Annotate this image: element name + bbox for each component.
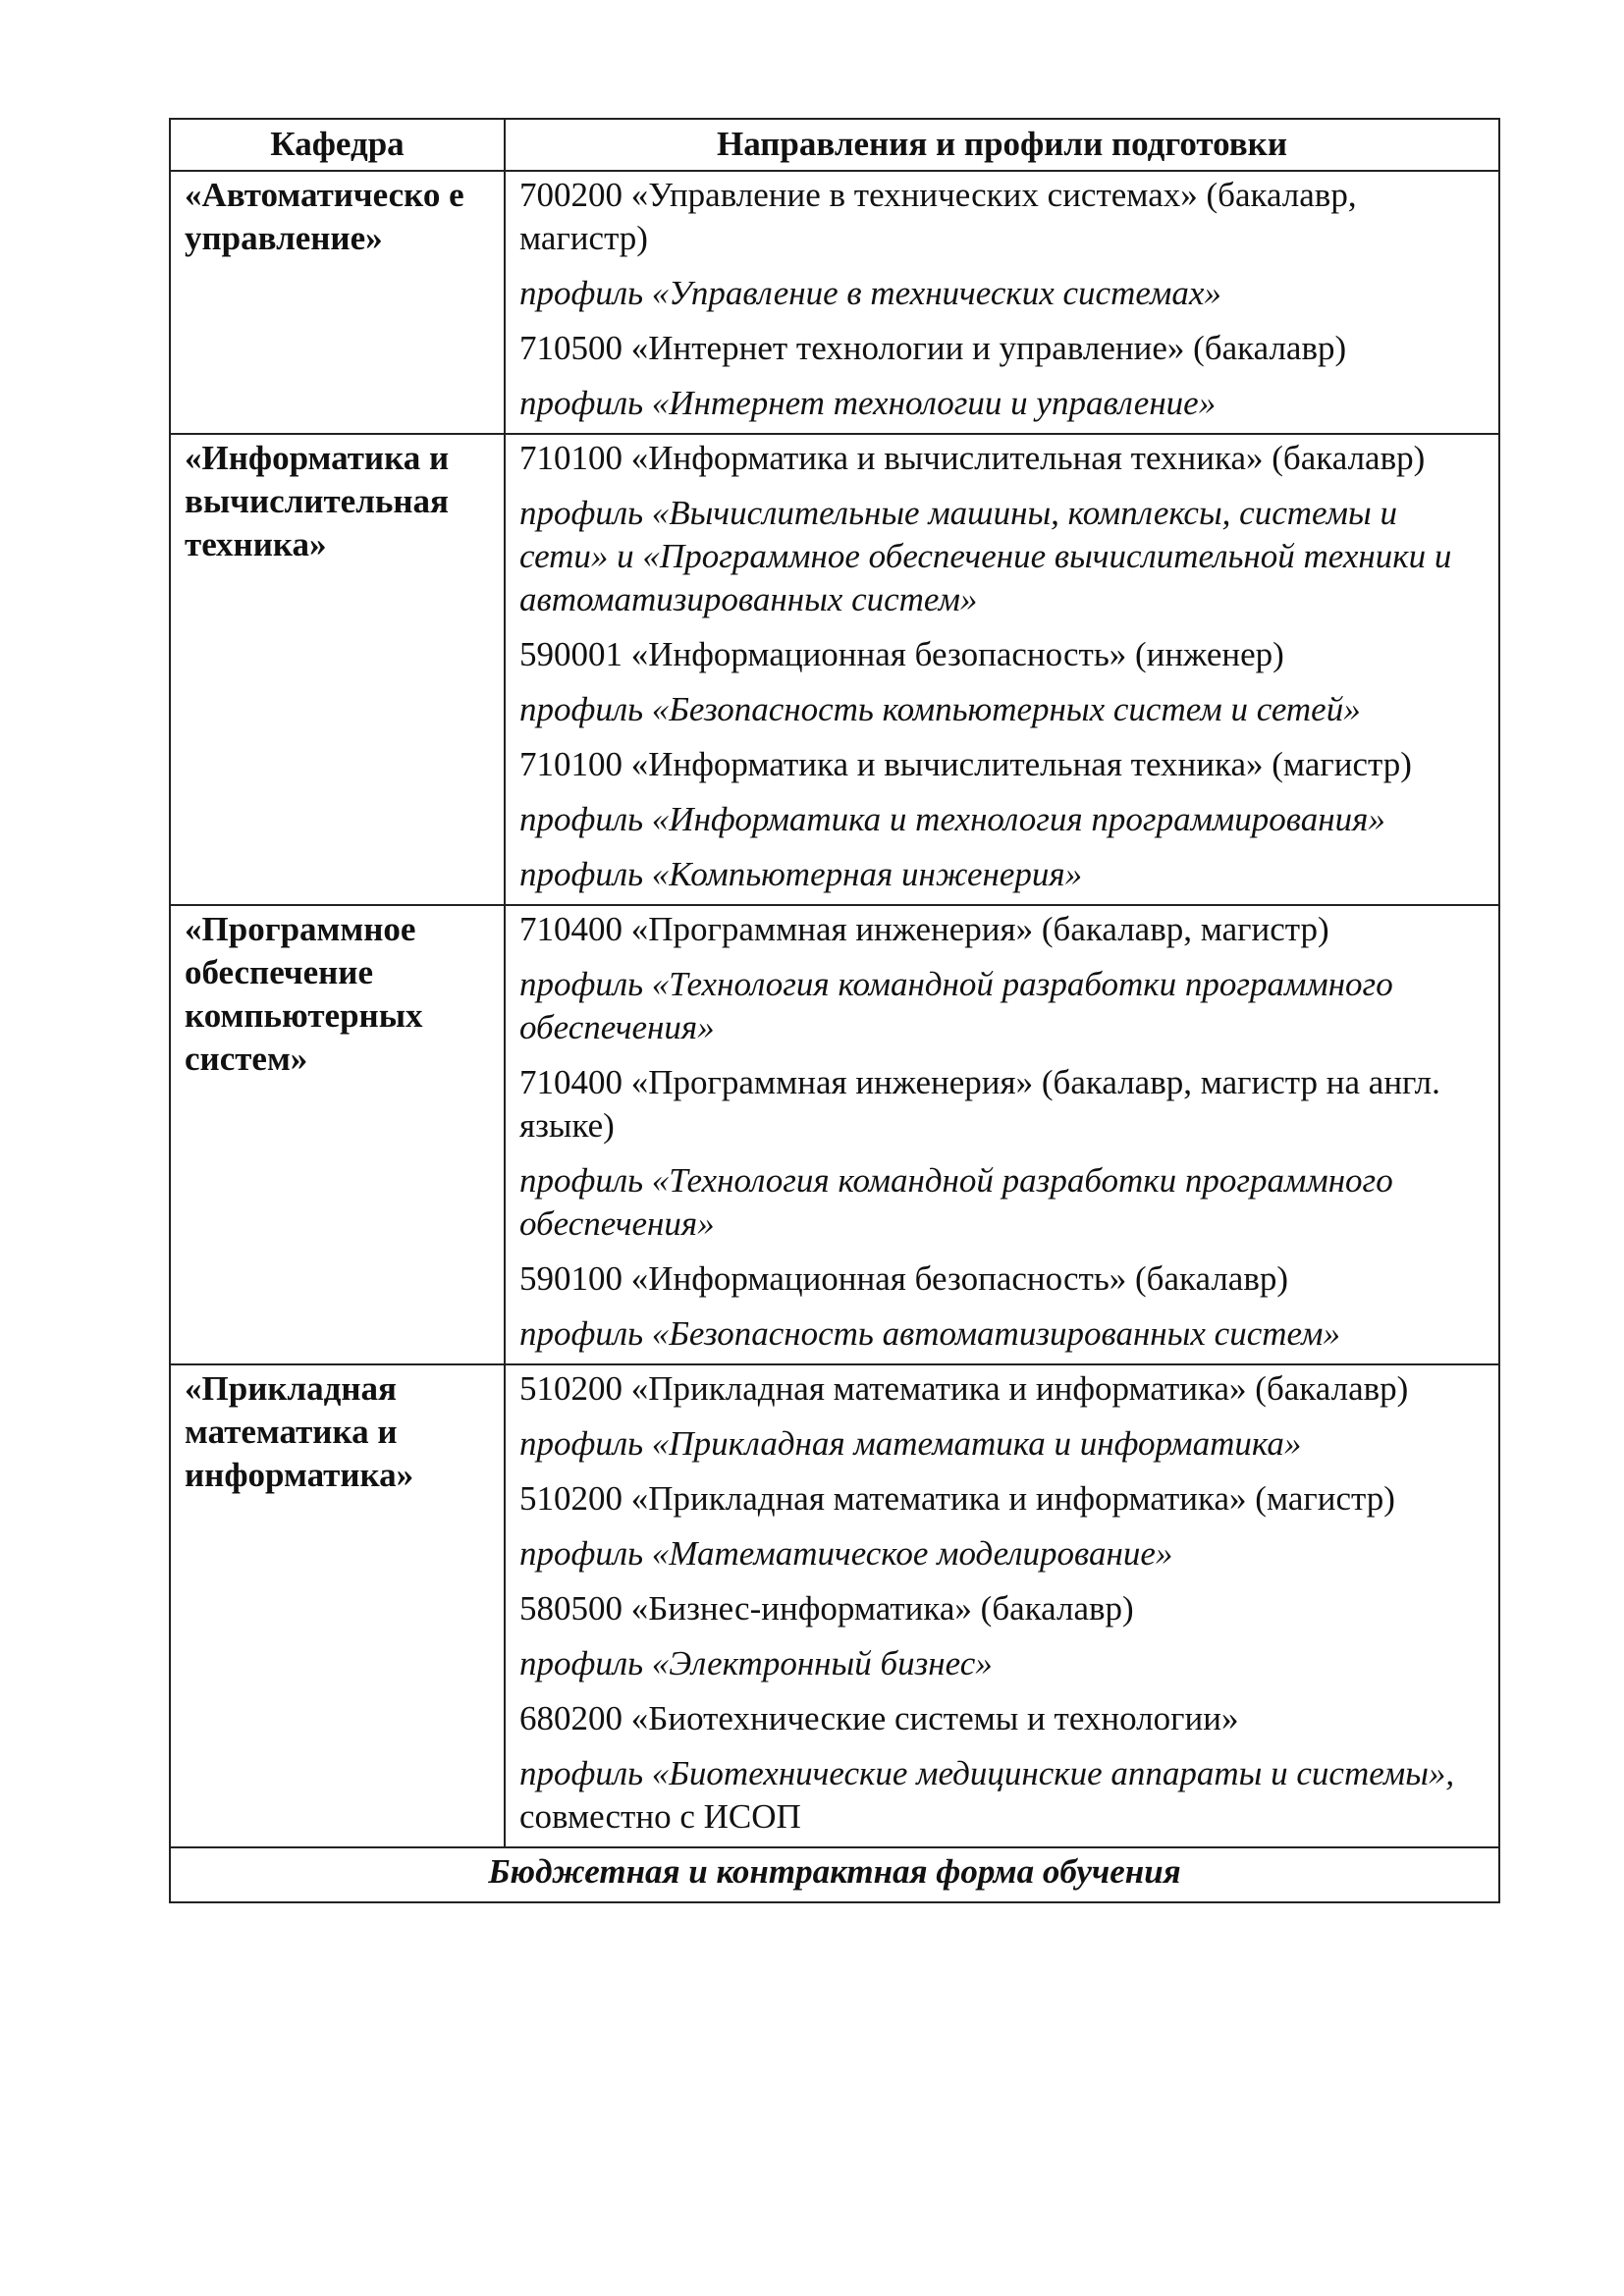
direction-entry bbox=[519, 743, 1485, 786]
directions-cell bbox=[505, 171, 1499, 434]
profile-text: профиль «Информатика и технология программирования» bbox=[519, 800, 1385, 838]
profile-text: профиль «Управление в технических системах» bbox=[519, 274, 1221, 312]
profile-text: профиль «Биотехнические медицинские аппараты и системы», bbox=[519, 1754, 1455, 1792]
direction-text: 590100 «Информационная безопасность» (бакалавр) bbox=[519, 1259, 1289, 1298]
direction-text: 510200 «Прикладная математика и информатика» (бакалавр) bbox=[519, 1369, 1409, 1408]
direction-text: 510200 «Прикладная математика и информатика» (магистр) bbox=[519, 1479, 1395, 1518]
direction-text: 590001 «Информационная безопасность» (инженер) bbox=[519, 635, 1284, 673]
profile-text: профиль «Компьютерная инженерия» bbox=[519, 855, 1083, 893]
direction-text: 710500 «Интернет технологии и управление» (бакалавр) bbox=[519, 329, 1347, 367]
table-row bbox=[170, 434, 1499, 905]
profile-text: профиль «Технология командной разработки программного обеспечения» bbox=[519, 1161, 1393, 1243]
table-footer-row bbox=[170, 1847, 1499, 1902]
table-row bbox=[170, 171, 1499, 434]
header-directions: Направления и профили подготовки bbox=[505, 119, 1499, 171]
direction-entry bbox=[519, 1697, 1485, 1740]
profile-text: профиль «Прикладная математика и информатика» bbox=[519, 1424, 1302, 1463]
table-row bbox=[170, 1364, 1499, 1847]
direction-entry bbox=[519, 908, 1485, 951]
direction-text: 710400 «Программная инженерия» (бакалавр, магистр на англ. языке) bbox=[519, 1063, 1440, 1145]
profile-entry bbox=[519, 382, 1485, 425]
table-header-row bbox=[170, 119, 1499, 171]
profile-entry bbox=[519, 1312, 1485, 1356]
profile-entry bbox=[519, 1422, 1485, 1466]
profile-entry bbox=[519, 1159, 1485, 1246]
study-form-note: Бюджетная и контрактная форма обучения bbox=[170, 1847, 1499, 1902]
profile-note: совместно с ИСОП bbox=[519, 1797, 801, 1836]
department-name: «Прикладная математика и информатика» bbox=[170, 1364, 505, 1847]
profile-entry bbox=[519, 798, 1485, 841]
direction-entry bbox=[519, 633, 1485, 676]
direction-entry bbox=[519, 1367, 1485, 1411]
directions-cell bbox=[505, 434, 1499, 905]
table-row bbox=[170, 905, 1499, 1364]
direction-text: 580500 «Бизнес-информатика» (бакалавр) bbox=[519, 1589, 1134, 1628]
profile-entry bbox=[519, 492, 1485, 621]
direction-entry bbox=[519, 1061, 1485, 1148]
directions-cell bbox=[505, 1364, 1499, 1847]
department-name: «Автоматическо е управление» bbox=[170, 171, 505, 434]
direction-entry bbox=[519, 437, 1485, 480]
profile-text: профиль «Интернет технологии и управление» bbox=[519, 384, 1217, 422]
profile-entry bbox=[519, 963, 1485, 1049]
direction-entry bbox=[519, 1257, 1485, 1301]
profile-entry bbox=[519, 688, 1485, 731]
direction-entry bbox=[519, 1587, 1485, 1630]
profile-entry bbox=[519, 1532, 1485, 1575]
profile-text: профиль «Математическое моделирование» bbox=[519, 1534, 1173, 1573]
direction-text: 710400 «Программная инженерия» (бакалавр, магистр) bbox=[519, 910, 1329, 948]
direction-text: 710100 «Информатика и вычислительная техника» (бакалавр) bbox=[519, 439, 1426, 477]
profile-text: профиль «Электронный бизнес» bbox=[519, 1644, 993, 1682]
profile-entry bbox=[519, 272, 1485, 315]
table-body bbox=[170, 171, 1499, 1847]
directions-cell bbox=[505, 905, 1499, 1364]
profile-text: профиль «Вычислительные машины, комплексы, системы и сети» и «Программное обеспечение вычислительной техники и автоматизированных систем» bbox=[519, 494, 1452, 618]
department-name: «Информатика и вычислительная техника» bbox=[170, 434, 505, 905]
direction-entry bbox=[519, 1477, 1485, 1521]
header-department: Кафедра bbox=[170, 119, 505, 171]
direction-text: 680200 «Биотехнические системы и технологии» bbox=[519, 1699, 1239, 1737]
direction-entry bbox=[519, 174, 1485, 260]
direction-text: 710100 «Информатика и вычислительная техника» (магистр) bbox=[519, 745, 1412, 783]
profile-text: профиль «Безопасность компьютерных систем и сетей» bbox=[519, 690, 1361, 728]
profile-entry bbox=[519, 1642, 1485, 1685]
programs-table bbox=[169, 118, 1500, 1903]
profile-text: профиль «Безопасность автоматизированных систем» bbox=[519, 1314, 1341, 1353]
direction-entry bbox=[519, 327, 1485, 370]
profile-entry bbox=[519, 853, 1485, 896]
direction-text: 700200 «Управление в технических системах» (бакалавр, магистр) bbox=[519, 176, 1357, 257]
profile-entry bbox=[519, 1752, 1485, 1839]
profile-text: профиль «Технология командной разработки программного обеспечения» bbox=[519, 965, 1393, 1046]
department-name: «Программное обеспечение компьютерных систем» bbox=[170, 905, 505, 1364]
